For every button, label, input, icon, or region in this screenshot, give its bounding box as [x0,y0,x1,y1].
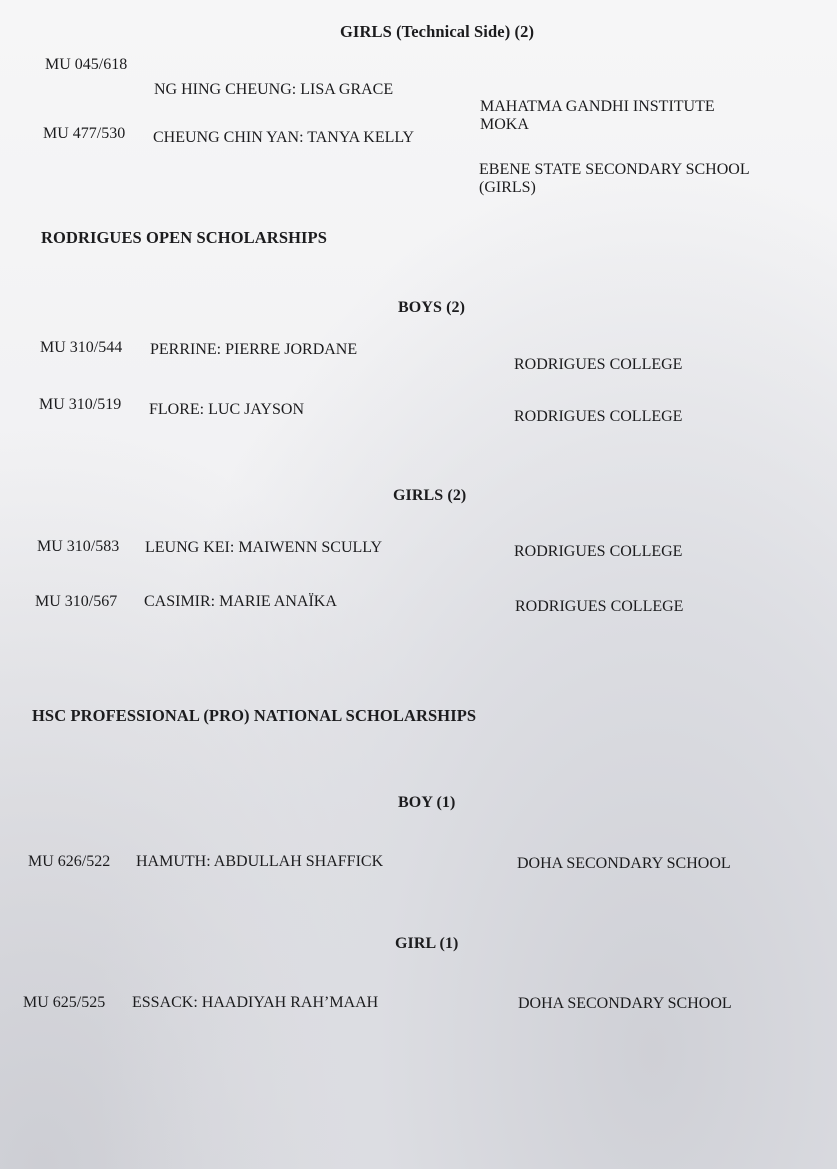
scholar-entry [39,395,799,435]
scholar-name: LEUNG KEI: MAIWENN SCULLY [145,539,383,556]
scholar-entry [23,993,783,1033]
index-number: MU 310/583 [37,538,120,555]
section-heading-girls-technical: GIRLS (Technical Side) (2) [340,22,535,41]
section-heading-hsc-pro: HSC PROFESSIONAL (PRO) NATIONAL SCHOLARSHIPS [32,706,477,725]
scholar-entry [37,537,797,577]
school-name: DOHA SECONDARY SCHOOL [517,855,731,872]
index-number: MU 626/522 [28,853,111,870]
subheading-girls: GIRLS (2) [393,487,467,504]
school-name-line2: MOKA [480,116,529,133]
subheading-boy: BOY (1) [398,794,456,811]
subheading-boys: BOYS (2) [398,299,466,316]
index-number: MU 310/544 [40,339,123,356]
scholar-entry [35,592,795,632]
scholar-entry [40,338,800,378]
index-number: MU 045/618 [45,56,128,73]
scholar-name: NG HING CHEUNG: LISA GRACE [154,81,394,98]
scholar-entry [28,852,788,892]
subheading-girl: GIRL (1) [395,935,459,952]
school-name: RODRIGUES COLLEGE [515,598,684,615]
scholar-name: CASIMIR: MARIE ANAÏKA [144,593,337,610]
school-name: DOHA SECONDARY SCHOOL [518,995,732,1012]
section-heading-rodrigues: RODRIGUES OPEN SCHOLARSHIPS [41,228,328,247]
school-name: RODRIGUES COLLEGE [514,543,683,560]
school-name: MAHATMA GANDHI INSTITUTE [480,98,715,115]
school-name: RODRIGUES COLLEGE [514,408,683,425]
school-name: RODRIGUES COLLEGE [514,356,683,373]
index-number: MU 310/567 [35,593,118,610]
scholar-name: HAMUTH: ABDULLAH SHAFFICK [136,853,384,870]
index-number: MU 625/525 [23,994,106,1011]
index-number: MU 477/530 [43,125,126,142]
scholar-name: CHEUNG CHIN YAN: TANYA KELLY [153,129,415,146]
scholar-name: PERRINE: PIERRE JORDANE [150,341,358,358]
scholar-entry [43,124,803,196]
scholar-entry [45,55,805,133]
scholar-name: FLORE: LUC JAYSON [149,401,304,418]
index-number: MU 310/519 [39,396,122,413]
school-name: EBENE STATE SECONDARY SCHOOL [479,161,750,178]
scholar-name: ESSACK: HAADIYAH RAH’MAAH [132,994,379,1011]
school-name-line2: (GIRLS) [479,179,536,196]
